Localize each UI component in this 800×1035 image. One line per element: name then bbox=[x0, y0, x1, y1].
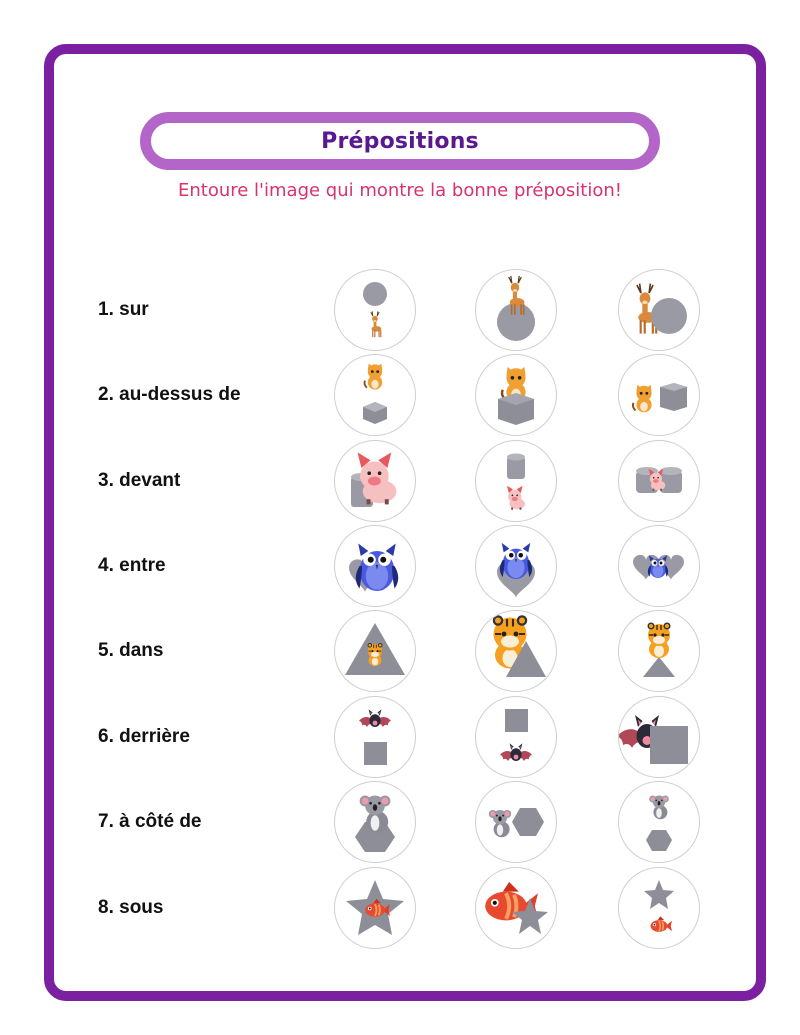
option-derriere-1[interactable] bbox=[334, 696, 416, 778]
cylinder-above-pig-icon bbox=[476, 441, 555, 520]
option-sur-1[interactable] bbox=[334, 269, 416, 351]
row-label-entre: 4. entre bbox=[98, 555, 166, 576]
option-sous-2[interactable] bbox=[475, 867, 557, 949]
instruction-text: Entoure l'image qui montre la bonne préposition! bbox=[178, 180, 622, 201]
owl-between-hearts-icon bbox=[619, 526, 698, 605]
cat-next-to-cube-icon bbox=[619, 355, 698, 434]
row-label-sur: 1. sur bbox=[98, 299, 149, 320]
option-devant-1[interactable] bbox=[334, 440, 416, 522]
option-au-dessus-de-1[interactable] bbox=[334, 354, 416, 436]
pig-in-front-of-cylinder-icon bbox=[335, 441, 414, 520]
option-dans-1[interactable] bbox=[334, 610, 416, 692]
owl-in-front-of-heart-icon bbox=[335, 526, 414, 605]
option-au-dessus-de-3[interactable] bbox=[618, 354, 700, 436]
fish-in-star-icon bbox=[335, 868, 414, 947]
tiger-on-triangle-icon bbox=[619, 611, 698, 690]
bat-behind-square-icon bbox=[619, 697, 698, 776]
owl-on-heart-icon bbox=[476, 526, 555, 605]
page-title: Prépositions bbox=[321, 128, 479, 154]
option-a-cote-de-1[interactable] bbox=[334, 781, 416, 863]
koala-next-to-hexagon-icon bbox=[476, 782, 555, 861]
option-au-dessus-de-2[interactable] bbox=[475, 354, 557, 436]
option-devant-2[interactable] bbox=[475, 440, 557, 522]
deer-on-circle-icon bbox=[476, 270, 555, 349]
row-label-au-dessus-de: 2. au-dessus de bbox=[98, 384, 241, 405]
option-entre-3[interactable] bbox=[618, 525, 700, 607]
option-entre-1[interactable] bbox=[334, 525, 416, 607]
cat-in-cube-icon bbox=[476, 355, 555, 434]
fish-behind-star-icon bbox=[476, 868, 555, 947]
option-entre-2[interactable] bbox=[475, 525, 557, 607]
option-derriere-3[interactable] bbox=[618, 696, 700, 778]
square-above-bat-icon bbox=[476, 697, 555, 776]
tiger-in-triangle-icon bbox=[335, 611, 414, 690]
title-banner bbox=[140, 112, 660, 170]
row-label-dans: 5. dans bbox=[98, 640, 164, 661]
pig-between-cylinders-icon bbox=[619, 441, 698, 520]
row-label-sous: 8. sous bbox=[98, 897, 164, 918]
option-sous-1[interactable] bbox=[334, 867, 416, 949]
option-sous-3[interactable] bbox=[618, 867, 700, 949]
option-devant-3[interactable] bbox=[618, 440, 700, 522]
option-a-cote-de-3[interactable] bbox=[618, 781, 700, 863]
option-derriere-2[interactable] bbox=[475, 696, 557, 778]
row-label-devant: 3. devant bbox=[98, 470, 181, 491]
option-sur-2[interactable] bbox=[475, 269, 557, 351]
row-label-derriere: 6. derrière bbox=[98, 726, 190, 747]
deer-below-circle-icon bbox=[335, 270, 414, 349]
option-a-cote-de-2[interactable] bbox=[475, 781, 557, 863]
option-sur-3[interactable] bbox=[618, 269, 700, 351]
tiger-behind-triangle-icon bbox=[476, 611, 555, 690]
cat-above-cube-icon bbox=[335, 355, 414, 434]
deer-beside-circle-icon bbox=[619, 270, 698, 349]
option-dans-2[interactable] bbox=[475, 610, 557, 692]
row-label-a-cote-de: 7. à côté de bbox=[98, 811, 202, 832]
option-dans-3[interactable] bbox=[618, 610, 700, 692]
koala-above-hexagon-icon bbox=[619, 782, 698, 861]
bat-above-square-icon bbox=[335, 697, 414, 776]
star-above-fish-icon bbox=[619, 868, 698, 947]
koala-on-hexagon-icon bbox=[335, 782, 414, 861]
